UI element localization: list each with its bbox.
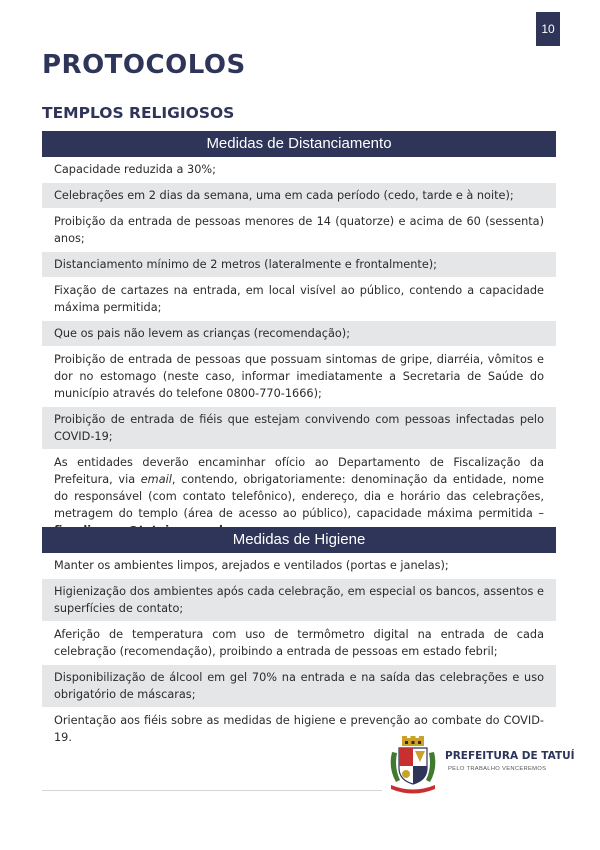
section-subtitle: TEMPLOS RELIGIOSOS (42, 104, 235, 122)
oficio-text-end: , contendo, obrigatoriamente: denominação da entidade, nome do responsável (com contato telefônico), endereço, dia e horário das celebrações, metragem do templo (área de acesso ao público), capacidade máxima permitida – (54, 473, 544, 520)
higiene-header: Medidas de Higiene (42, 527, 556, 553)
list-item: Proibição de entrada de pessoas que possuam sintomas de gripe, diarréia, vômitos e dor no estomago (neste caso, informar imediatamente a Secretaria de Saúde do município através do telefone 0800-770-1666); (42, 347, 556, 407)
distanciamento-header: Medidas de Distanciamento (42, 131, 556, 157)
list-item: Manter os ambientes limpos, arejados e ventilados (portas e janelas); (42, 553, 556, 579)
page-number: 10 (536, 12, 560, 46)
list-item: Disponibilização de álcool em gel 70% na entrada e na saída das celebrações e uso obrigatório de máscaras; (42, 665, 556, 708)
coat-of-arms-icon (388, 736, 438, 794)
distanciamento-section (42, 131, 556, 544)
list-item: Aferição de temperatura com uso de termômetro digital na entrada de cada celebração (recomendação), proibindo a entrada de pessoas em estado febril; (42, 622, 556, 665)
brand-motto: PELO TRABALHO VENCEREMOS (448, 766, 547, 772)
list-item: Higienização dos ambientes após cada celebração, em especial os bancos, assentos e superfícies de contato; (42, 579, 556, 622)
list-item: Celebrações em 2 dias da semana, uma em cada período (cedo, tarde e à noite); (42, 183, 556, 209)
footer-divider (42, 790, 382, 791)
oficio-text-start: As entidades deverão encaminhar ofício ao Departamento de Fiscalização da Prefeitura, via (54, 456, 544, 486)
higiene-section (42, 527, 556, 751)
list-item: Capacidade reduzida a 30%; (42, 157, 556, 183)
list-item: Orientação aos fiéis sobre as medidas de higiene e prevenção ao combate do COVID-19. (42, 708, 556, 751)
brand-name: PREFEITURA DE TATUÍ (445, 750, 575, 762)
list-item: Proibição de entrada de fiéis que estejam convivendo com pessoas infectadas pelo COVID-19; (42, 407, 556, 450)
list-item: Distanciamento mínimo de 2 metros (lateralmente e frontalmente); (42, 252, 556, 278)
list-item: Proibição da entrada de pessoas menores de 14 (quatorze) e acima de 60 (sessenta) anos; (42, 209, 556, 252)
page-title: PROTOCOLOS (42, 50, 246, 80)
email-word: email (140, 473, 172, 486)
list-item: Que os pais não levem as crianças (recomendação); (42, 321, 556, 347)
list-item: Fixação de cartazes na entrada, em local visível ao público, contendo a capacidade máxima permitida; (42, 278, 556, 321)
